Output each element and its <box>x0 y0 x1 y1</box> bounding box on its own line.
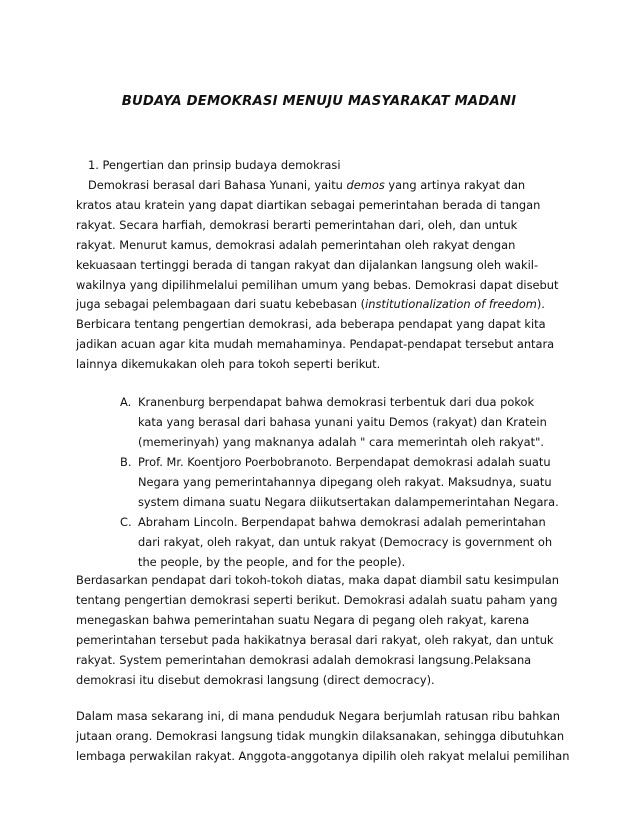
paragraph-line: rakyat. System pemerintahan demokrasi adalah demokrasi langsung.Pelaksana <box>76 653 532 667</box>
paragraph-line <box>88 178 525 192</box>
paragraph-line: kratos atau kratein yang dapat diartikan sebagai pemerintahan berada di tangan <box>76 198 541 212</box>
paragraph-line: Berbicara tentang pengertian demokrasi, ada beberapa pendapat yang dapat kita <box>76 317 546 331</box>
text-span: Demokrasi berasal dari Bahasa Yunani, yaitu <box>88 178 343 192</box>
paragraph-line: menegaskan bahwa pemerintahan suatu Negara di pegang oleh rakyat, karena <box>76 613 530 627</box>
list-item-line: Abraham Lincoln. Berpendapat bahwa demokrasi adalah pemerintahan <box>138 515 546 529</box>
paragraph-line: lainnya dikemukakan oleh para tokoh seperti berikut. <box>76 357 381 371</box>
list-item-line: Negara yang pemerintahannya dipegang oleh rakyat. Maksudnya, suatu <box>138 475 552 489</box>
paragraph-line: pemerintahan tersebut pada hakikatnya berasal dari rakyat, oleh rakyat, dan untuk <box>76 633 554 647</box>
paragraph-line: tentang pengertian demokrasi seperti berikut. Demokrasi adalah suatu paham yang <box>76 593 558 607</box>
list-item-line: Prof. Mr. Koentjoro Poerbobranoto. Berpendapat demokrasi adalah suatu <box>138 455 551 469</box>
section-heading: 1. Pengertian dan prinsip budaya demokrasi <box>88 158 341 172</box>
paragraph-line: wakilnya yang dipilihmelalui pemilihan umum yang bebas. Demokrasi dapat disebut <box>76 278 559 292</box>
paragraph-line: demokrasi itu disebut demokrasi langsung (direct democracy). <box>76 673 435 687</box>
text-span: yang artinya rakyat dan <box>388 178 526 192</box>
list-item-line: kata yang berasal dari bahasa yunani yaitu Demos (rakyat) dan Kratein <box>138 415 547 429</box>
paragraph-line <box>76 297 545 311</box>
italic-term: demos <box>346 178 385 192</box>
paragraph-line: Dalam masa sekarang ini, di mana penduduk Negara berjumlah ratusan ribu bahkan <box>76 709 561 723</box>
text-span: juga sebagai pelembagaan dari suatu kebebasan ( <box>76 297 366 311</box>
paragraph-line: lembaga perwakilan rakyat. Anggota-anggotanya dipilih oleh rakyat melalui pemilihan <box>76 749 570 763</box>
list-item-line: dari rakyat, oleh rakyat, dan untuk rakyat (Democracy is government oh <box>138 535 553 549</box>
paragraph-line: Berdasarkan pendapat dari tokoh-tokoh diatas, maka dapat diambil satu kesimpulan <box>76 573 559 587</box>
italic-phrase: institutionalization of freedom <box>365 297 537 311</box>
list-item-line: (memerinyah) yang maknanya adalah " cara memerintah oleh rakyat". <box>138 435 544 449</box>
paragraph-line: jadikan acuan agar kita mudah memahaminya. Pendapat-pendapat tersebut antara <box>76 337 555 351</box>
list-item-line: the people, by the people, and for the people). <box>138 555 406 569</box>
list-item-line: system dimana suatu Negara diikutsertakan dalampemerintahan Negara. <box>138 495 559 509</box>
list-marker: C. <box>120 515 132 529</box>
list-marker: B. <box>120 455 132 469</box>
list-item-line: Kranenburg berpendapat bahwa demokrasi terbentuk dari dua pokok <box>138 395 535 409</box>
list-marker: A. <box>120 395 132 409</box>
paragraph-line: rakyat. Menurut kamus, demokrasi adalah pemerintahan oleh rakyat dengan <box>76 238 516 252</box>
paragraph-line: kekuasaan tertinggi berada di tangan rakyat dan dijalankan langsung oleh wakil- <box>76 258 539 272</box>
paragraph-line: jutaan orang. Demokrasi langsung tidak mungkin dilaksanakan, sehingga dibutuhkan <box>76 729 565 743</box>
text-span: ). <box>536 297 545 311</box>
document-title: BUDAYA DEMOKRASI MENUJU MASYARAKAT MADANI <box>121 94 517 109</box>
paragraph-line: rakyat. Secara harfiah, demokrasi berarti pemerintahan dari, oleh, dan untuk <box>76 218 518 232</box>
